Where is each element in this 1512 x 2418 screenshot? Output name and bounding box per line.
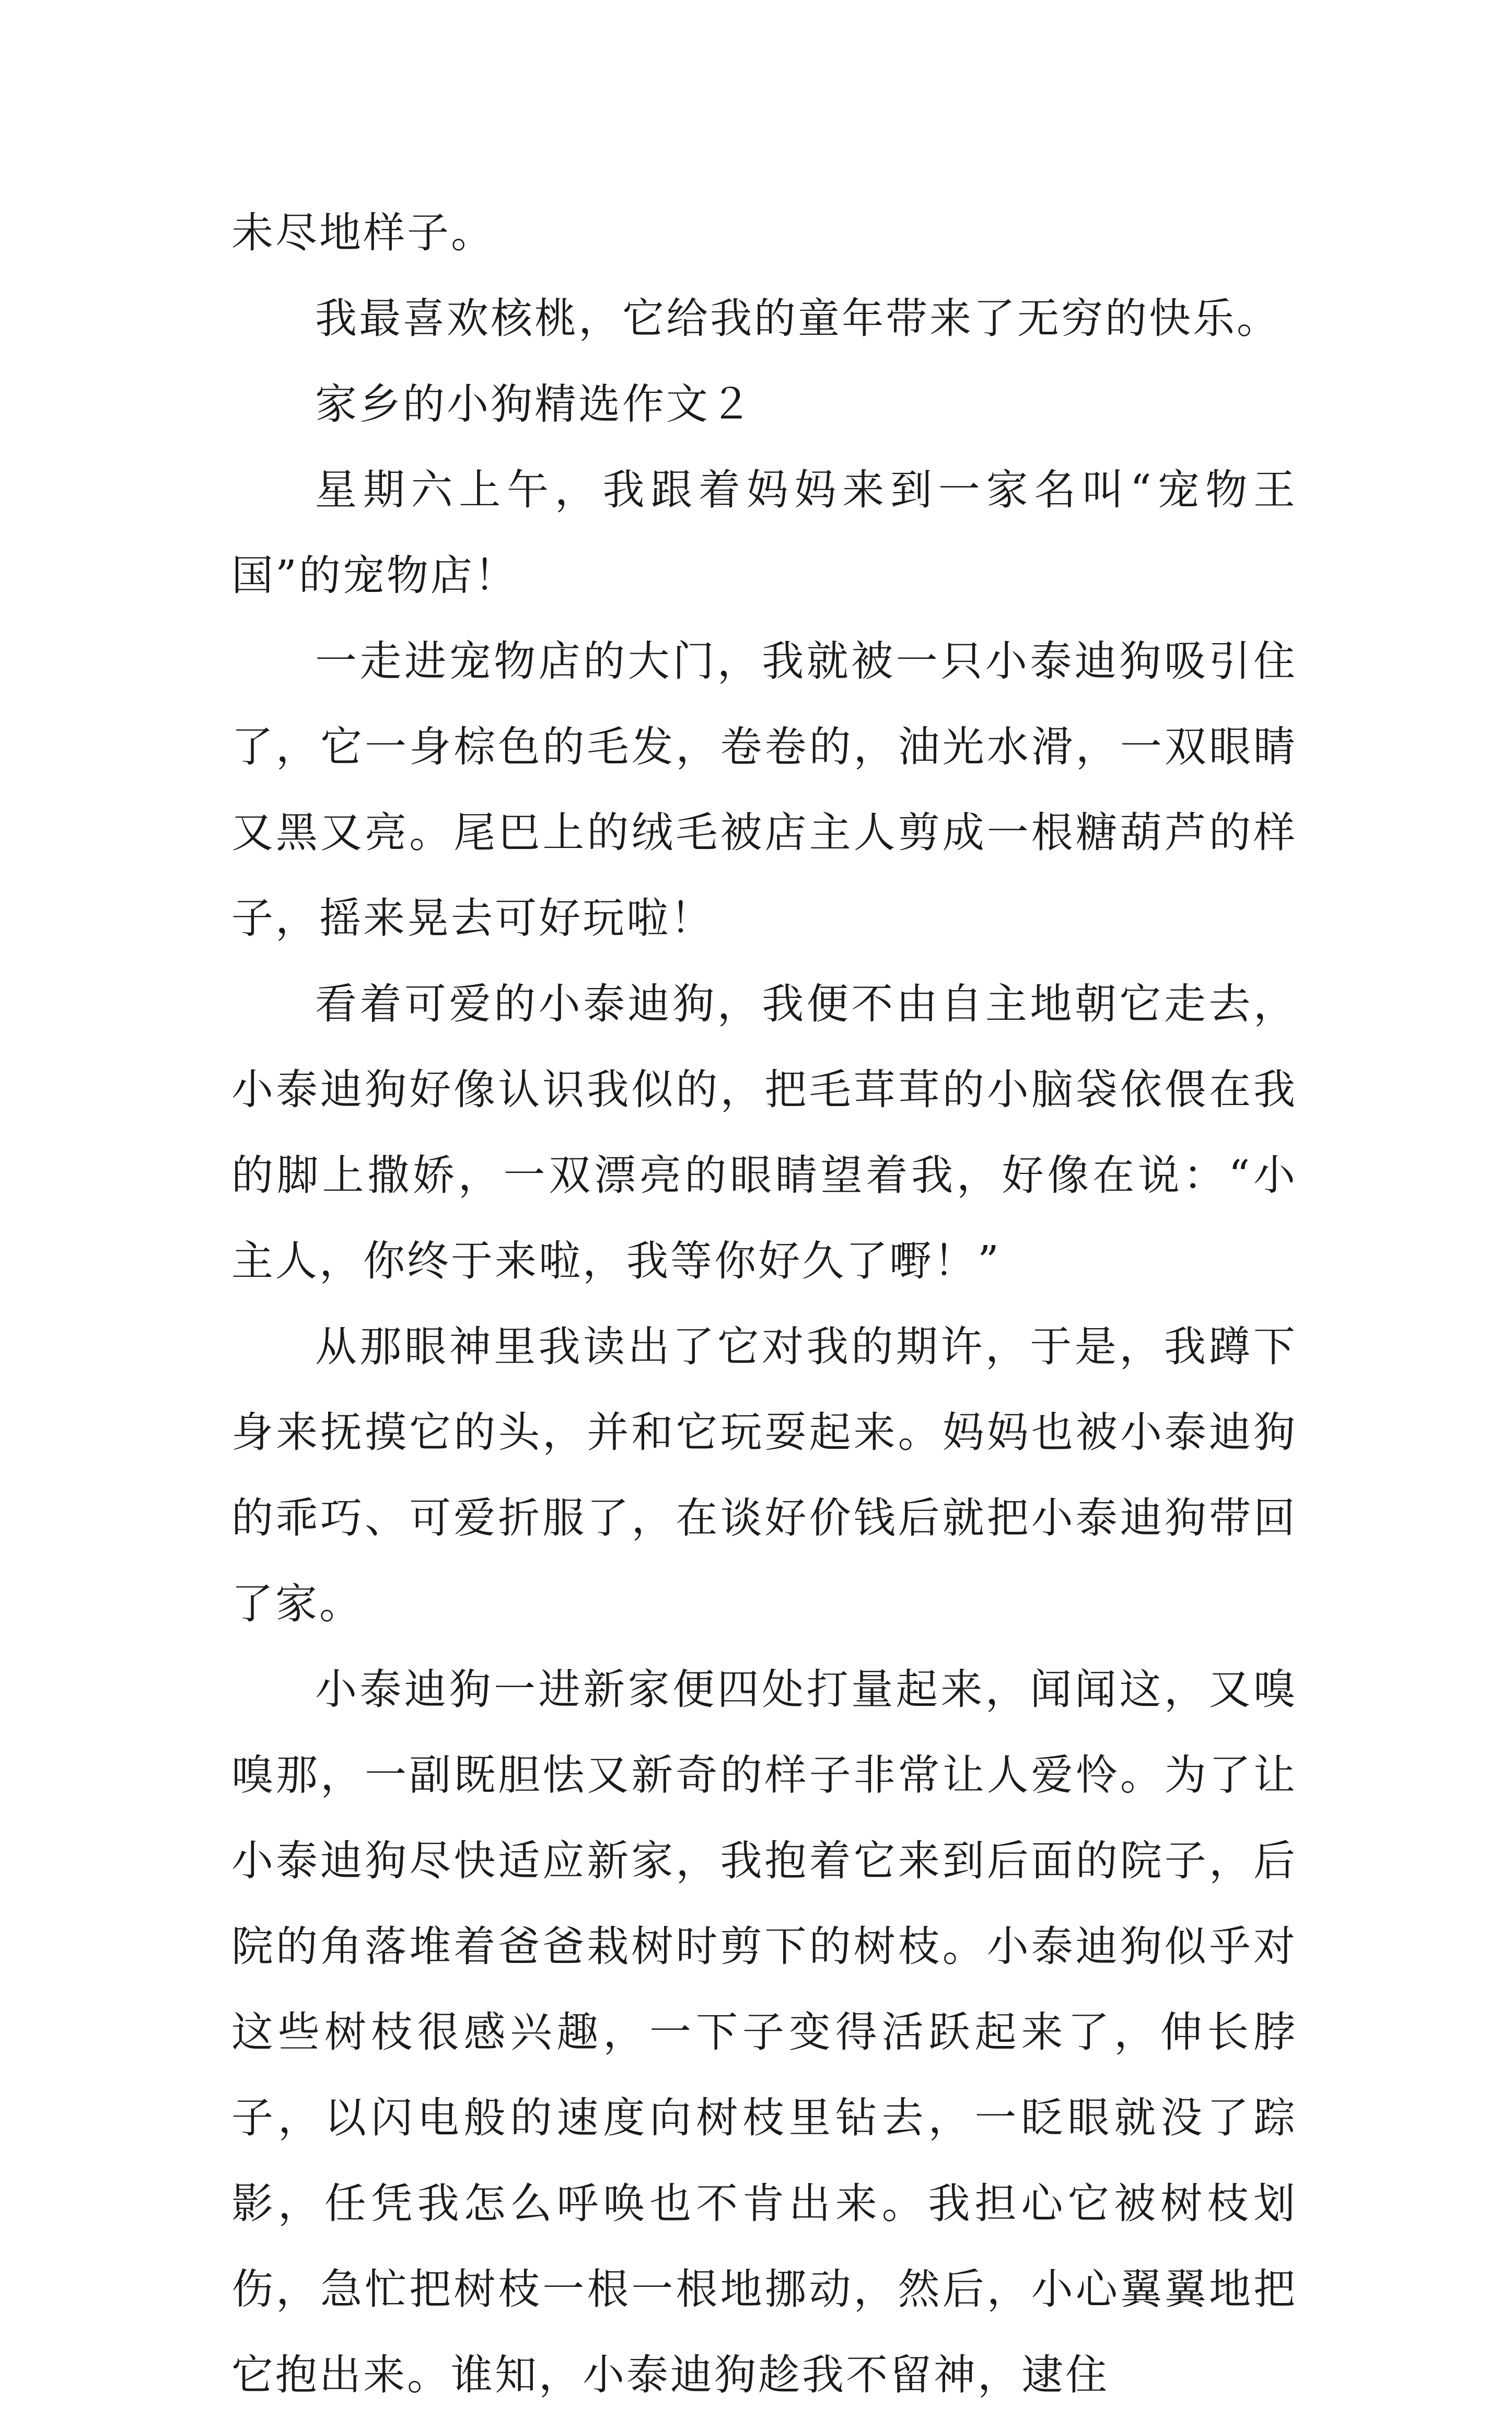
paragraph: 从那眼神里我读出了它对我的期许，于是，我蹲下身来抚摸它的头，并和它玩耍起来。妈妈也被小泰迪狗的乖巧、可爱折服了，在谈好价钱后就把小泰迪狗带回了家。 <box>231 1322 1297 1628</box>
paragraph: 星期六上午，我跟着妈妈来到一家名叫“宠物王国”的宠物店！ <box>231 466 1297 600</box>
document-body <box>231 190 1297 2418</box>
essay-heading: 家乡的小狗精选作文２ <box>315 380 754 428</box>
paragraph: 我最喜欢核桃，它给我的童年带来了无穷的快乐。 <box>315 294 1281 343</box>
paragraph: 一走进宠物店的大门，我就被一只小泰迪狗吸引住了，它一身棕色的毛发，卷卷的，油光水滑，一双眼睛又黑又亮。尾巴上的绒毛被店主人剪成一根糖葫芦的样子，摇来晃去可好玩啦！ <box>231 637 1297 943</box>
paragraph: 未尽地样子。 <box>231 208 495 257</box>
paragraph: 看着可爱的小泰迪狗，我便不由自主地朝它走去，小泰迪狗好像认识我似的，把毛茸茸的小脑袋依偎在我的脚上撒娇，一双漂亮的眼睛望着我，好像在说：“小主人，你终于来啦，我等你好久了嘢！” <box>231 980 1297 1285</box>
paragraph: 小泰迪狗一进新家便四处打量起来，闻闻这，又嗅嗅那，一副既胆怯又新奇的样子非常让人爱怜。为了让小泰迪狗尽快适应新家，我抱着它来到后面的院子，后院的角落堆着爸爸栽树时剪下的树枝。小泰迪狗似乎对这些树枝很感兴趣，一下子变得活跃起来了，伸长脖子，以闪电般的速度向树枝里钻去，一眨眼就没了踪影，任凭我怎么呼唤也不肯出来。我担心它被树枝划伤，急忙把树枝一根一根地挪动，然后，小心翼翼地把它抱出来。谁知，小泰迪狗趁我不留神，逮住 <box>231 1665 1297 2399</box>
